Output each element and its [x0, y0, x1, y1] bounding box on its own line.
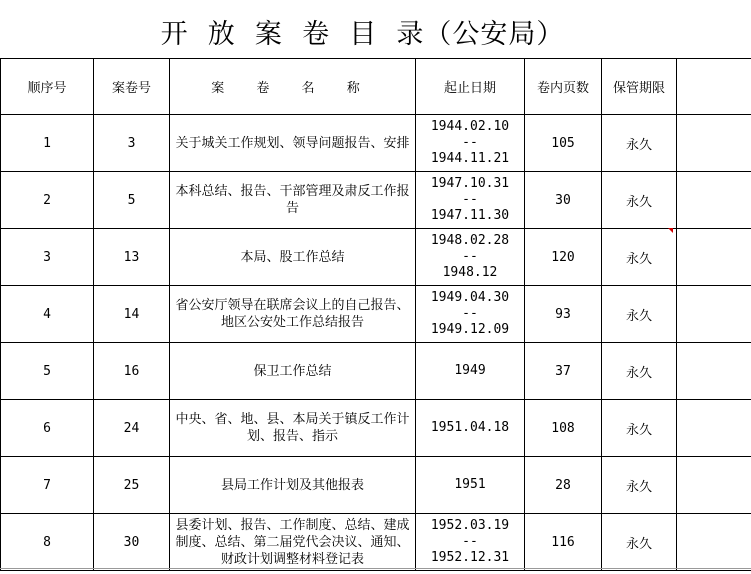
- date-start: 1951.04.18: [430, 420, 510, 435]
- cell-seq[interactable]: 8: [1, 514, 94, 571]
- cell-retention[interactable]: 永久: [602, 286, 677, 343]
- cell-volume-no[interactable]: 3: [94, 115, 170, 172]
- cell-date-range[interactable]: [416, 172, 525, 229]
- cell-volume-name[interactable]: 保卫工作总结: [170, 343, 416, 400]
- cell-date-range[interactable]: [416, 457, 525, 514]
- header-volume-name[interactable]: [170, 59, 416, 115]
- date-end: 1949.12.09: [430, 322, 510, 337]
- sheet-bottom-divider: [0, 568, 751, 569]
- header-pages[interactable]: 卷内页数: [525, 59, 602, 115]
- cell-retention[interactable]: 永久: [602, 400, 677, 457]
- cell-pages[interactable]: 105: [525, 115, 602, 172]
- cell-date-range[interactable]: [416, 286, 525, 343]
- cell-seq[interactable]: 7: [1, 457, 94, 514]
- cell-seq[interactable]: 6: [1, 400, 94, 457]
- date-end: 1947.11.30: [430, 208, 510, 223]
- cell-volume-no[interactable]: 13: [94, 229, 170, 286]
- cell-volume-no[interactable]: 16: [94, 343, 170, 400]
- cell-retention[interactable]: 永久: [602, 343, 677, 400]
- cell-empty[interactable]: [677, 514, 751, 571]
- cell-empty[interactable]: [677, 172, 751, 229]
- cell-volume-no[interactable]: 14: [94, 286, 170, 343]
- cell-pages[interactable]: 120: [525, 229, 602, 286]
- table-row: [1, 286, 751, 343]
- header-empty[interactable]: [677, 59, 751, 115]
- cell-empty[interactable]: [677, 400, 751, 457]
- cell-volume-no[interactable]: 25: [94, 457, 170, 514]
- header-volume-name-text: 案 卷 名 称: [211, 81, 374, 96]
- cell-date-range[interactable]: [416, 115, 525, 172]
- date-separator: --: [462, 306, 478, 321]
- cell-seq[interactable]: 3: [1, 229, 94, 286]
- table-row: [1, 457, 751, 514]
- header-seq[interactable]: 顺序号: [1, 59, 94, 115]
- cell-empty[interactable]: [677, 229, 751, 286]
- comment-indicator-icon[interactable]: [668, 228, 673, 233]
- cell-volume-name[interactable]: 省公安厅领导在联席会议上的自己报告、地区公安处工作总结报告: [170, 286, 416, 343]
- date-start: 1944.02.10: [430, 119, 510, 134]
- cell-pages[interactable]: 37: [525, 343, 602, 400]
- table-row: [1, 343, 751, 400]
- date-start: 1952.03.19: [430, 518, 510, 533]
- cell-date-range[interactable]: [416, 229, 525, 286]
- cell-empty[interactable]: [677, 457, 751, 514]
- table-row: [1, 172, 751, 229]
- header-retention[interactable]: 保管期限: [602, 59, 677, 115]
- date-start: 1949: [454, 363, 486, 378]
- table-row: [1, 229, 751, 286]
- header-volume-no[interactable]: 案卷号: [94, 59, 170, 115]
- cell-volume-no[interactable]: 30: [94, 514, 170, 571]
- cell-seq[interactable]: 5: [1, 343, 94, 400]
- date-start: 1948.02.28: [430, 233, 510, 248]
- date-end: 1952.12.31: [430, 550, 510, 565]
- cell-seq[interactable]: 2: [1, 172, 94, 229]
- cell-volume-name[interactable]: 中央、省、地、县、本局关于镇反工作计划、报告、指示: [170, 400, 416, 457]
- cell-pages[interactable]: 93: [525, 286, 602, 343]
- page-title: 开 放 案 卷 目 录（公安局）: [160, 18, 565, 50]
- cell-retention[interactable]: 永久: [602, 115, 677, 172]
- cell-volume-name[interactable]: 本局、股工作总结: [170, 229, 416, 286]
- date-start: 1951: [454, 477, 486, 492]
- cell-volume-name[interactable]: 县局工作计划及其他报表: [170, 457, 416, 514]
- table-row: [1, 115, 751, 172]
- cell-retention[interactable]: 永久: [602, 457, 677, 514]
- cell-date-range[interactable]: [416, 343, 525, 400]
- header-date-range[interactable]: 起止日期: [416, 59, 525, 115]
- date-end: 1944.11.21: [430, 151, 510, 166]
- cell-empty[interactable]: [677, 286, 751, 343]
- cell-volume-name[interactable]: 县委计划、报告、工作制度、总结、建成制度、总结、第二届党代会决议、通知、财政计划调整材料登记表: [170, 514, 416, 571]
- cell-date-range[interactable]: [416, 400, 525, 457]
- cell-volume-no[interactable]: 24: [94, 400, 170, 457]
- cell-volume-name[interactable]: 关于城关工作规划、领导问题报告、安排: [170, 115, 416, 172]
- cell-volume-no[interactable]: 5: [94, 172, 170, 229]
- header-row: [1, 59, 751, 115]
- cell-pages[interactable]: 30: [525, 172, 602, 229]
- catalog-table: [0, 58, 751, 571]
- cell-date-range[interactable]: [416, 514, 525, 571]
- cell-pages[interactable]: 116: [525, 514, 602, 571]
- cell-seq[interactable]: 4: [1, 286, 94, 343]
- table-row: [1, 514, 751, 571]
- date-separator: --: [462, 135, 478, 150]
- table-row: [1, 400, 751, 457]
- cell-pages[interactable]: 28: [525, 457, 602, 514]
- cell-retention[interactable]: 永久: [602, 514, 677, 571]
- title-cell[interactable]: [0, 0, 751, 58]
- cell-seq[interactable]: 1: [1, 115, 94, 172]
- date-start: 1947.10.31: [430, 176, 510, 191]
- date-separator: --: [462, 534, 478, 549]
- date-end: 1948.12: [442, 265, 498, 280]
- date-start: 1949.04.30: [430, 290, 510, 305]
- cell-volume-name[interactable]: 本科总结、报告、干部管理及肃反工作报告: [170, 172, 416, 229]
- date-separator: --: [462, 192, 478, 207]
- date-separator: --: [462, 249, 478, 264]
- cell-pages[interactable]: 108: [525, 400, 602, 457]
- cell-retention[interactable]: 永久: [602, 172, 677, 229]
- cell-retention[interactable]: 永久: [602, 229, 677, 286]
- cell-empty[interactable]: [677, 343, 751, 400]
- cell-empty[interactable]: [677, 115, 751, 172]
